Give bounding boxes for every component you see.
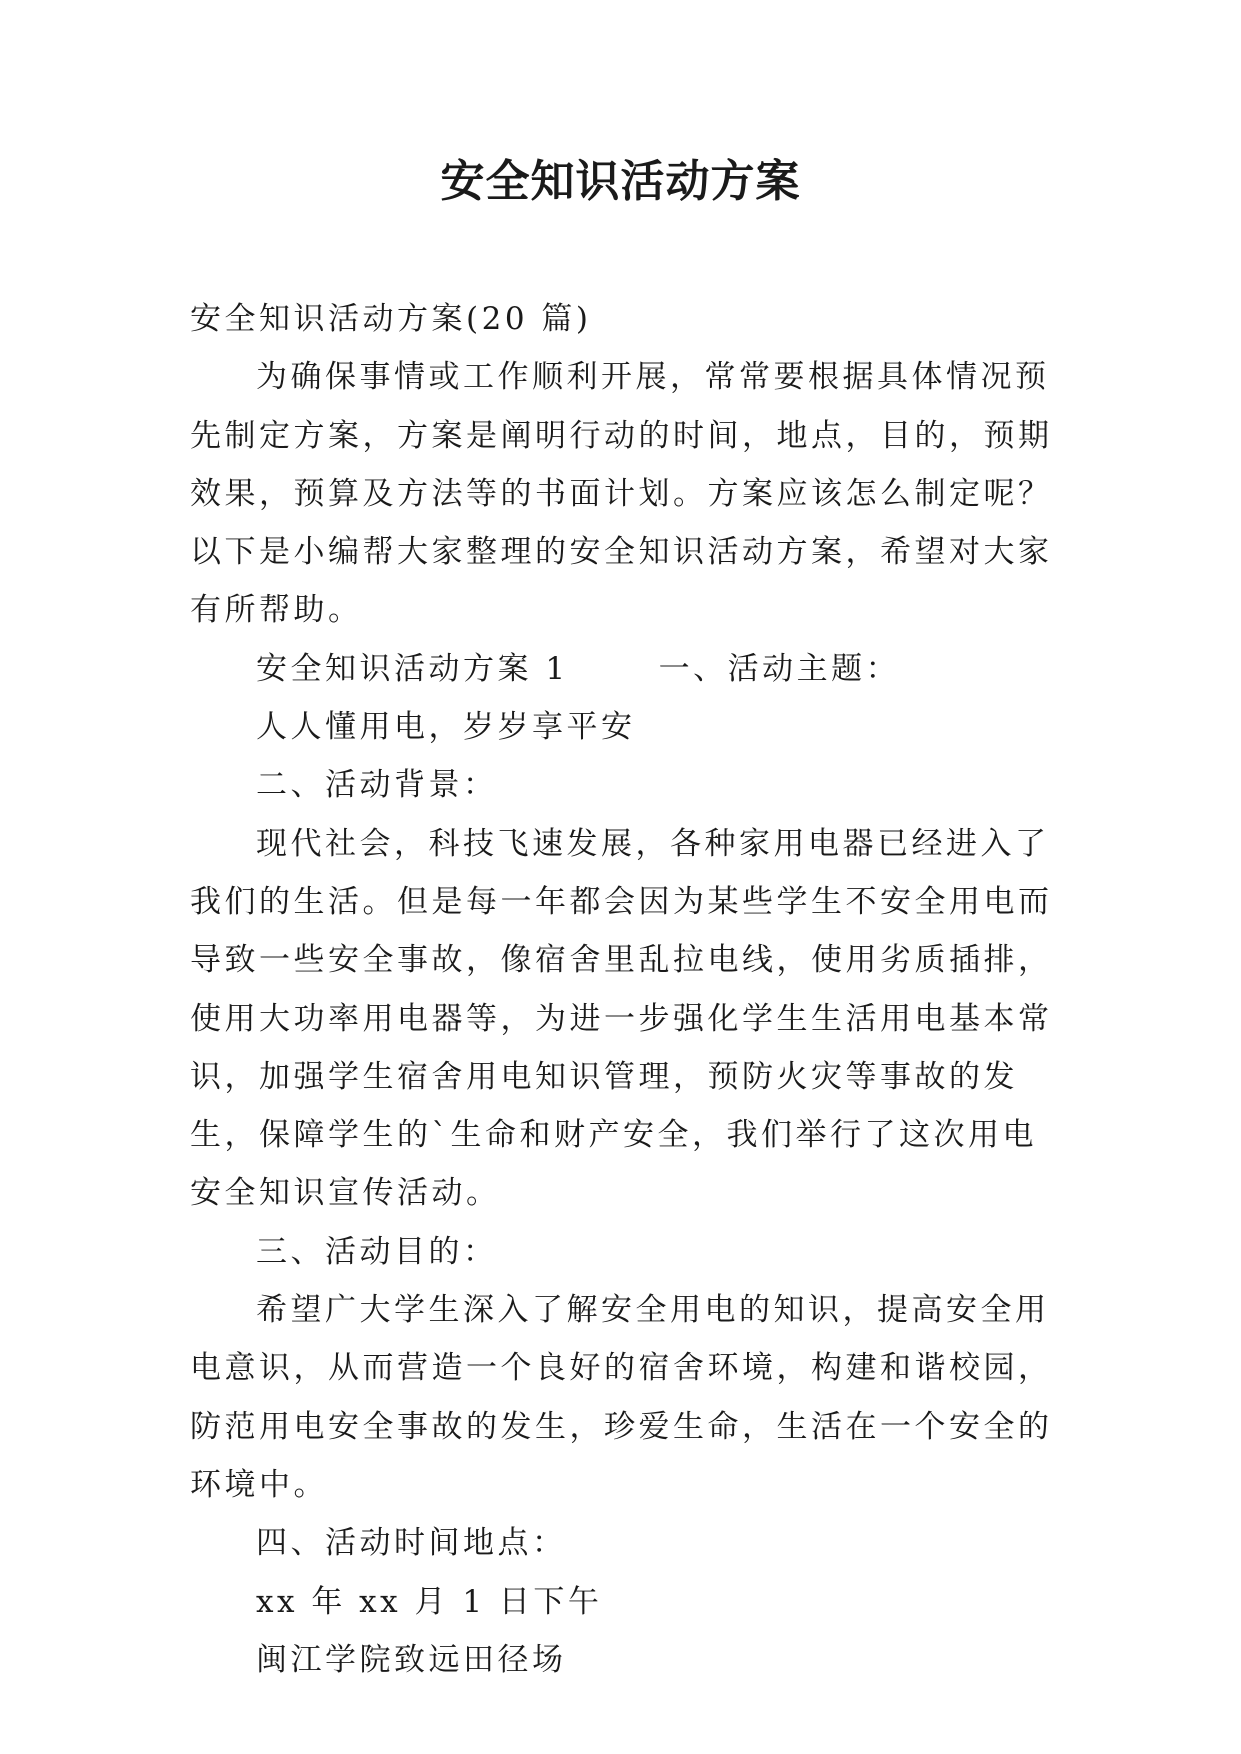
- document-title: 安全知识活动方案: [440, 156, 801, 207]
- theme-text: 人人懂用电，岁岁享平安: [256, 709, 636, 746]
- time-place-heading: 四、活动时间地点：: [256, 1525, 567, 1562]
- purpose-paragraph: 希望广大学生深入了解安全用电的知识，提高安全用电意识，从而营造一个良好的宿舍环境，构建和谐校园，防范用电安全事故的发生，珍爱生命，生活在一个安全的环境中。: [190, 1292, 1053, 1503]
- document-body: [190, 290, 1060, 1689]
- place-text: 闽江学院致远田径场: [256, 1641, 567, 1678]
- plan-label: 安全知识活动方案 1: [256, 650, 569, 687]
- purpose-heading: 三、活动目的：: [256, 1233, 498, 1270]
- plan-header-line: [190, 640, 1060, 698]
- background-paragraph: 现代社会，科技飞速发展，各种家用电器已经进入了我们的生活。但是每一年都会因为某些学生不安全用电而导致一些安全事故，像宿舍里乱拉电线，使用劣质插排，使用大功率用电器等，为进一步强化学生生活用电基本常识，加强学生宿舍用电知识管理，预防火灾等事故的发生，保障学生的`生命和财产安全，我们举行了这次用电安全知识宣传活动。: [190, 825, 1053, 1212]
- time-text: xx 年 xx 月 1 日下午: [256, 1583, 603, 1620]
- theme-heading: 一、活动主题：: [658, 650, 901, 687]
- document-subtitle: 安全知识活动方案(20 篇): [190, 301, 592, 337]
- intro-paragraph: 为确保事情或工作顺利开展，常常要根据具体情况预先制定方案，方案是阐明行动的时间，地点，目的，预期效果，预算及方法等的书面计划。方案应该怎么制定呢？以下是小编帮大家整理的安全知识活动方案，希望对大家有所帮助。: [190, 359, 1053, 629]
- background-heading: 二、活动背景：: [256, 767, 498, 804]
